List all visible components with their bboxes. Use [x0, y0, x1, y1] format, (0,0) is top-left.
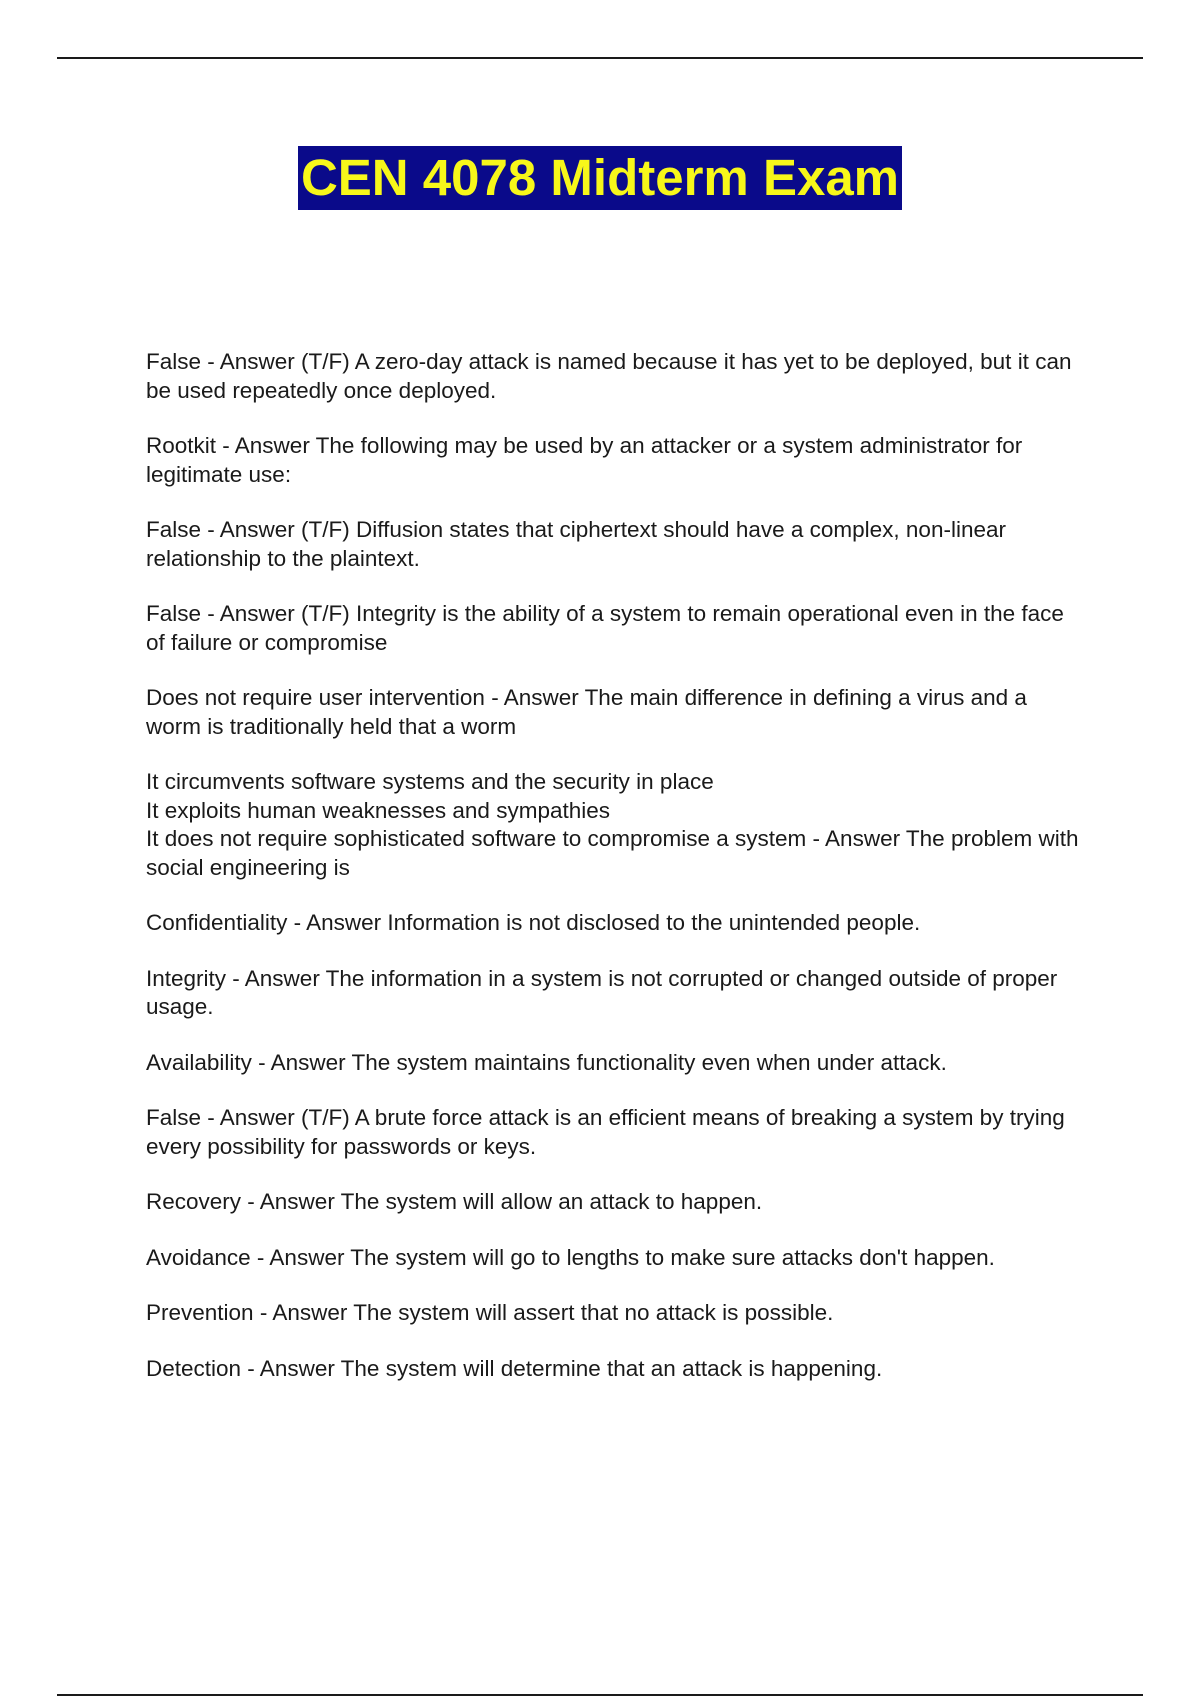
qa-entry: [146, 432, 1086, 489]
entry-text: Recovery - Answer The system will allow an attack to happen.: [146, 1189, 763, 1214]
entry-text: False - Answer (T/F) A zero-day attack is named because it has yet to be deployed, but it can be used repeatedly once deployed.: [146, 349, 1072, 403]
title-block: [0, 146, 1200, 210]
entry-line: It does not require sophisticated software to compromise a system - Answer The problem with social engineering is: [146, 826, 1079, 880]
qa-entry: [146, 516, 1086, 573]
qa-entry: [146, 965, 1086, 1022]
qa-entry: [146, 1244, 1086, 1273]
entry-text: False - Answer (T/F) A brute force attack is an efficient means of breaking a system by trying every possibility for passwords or keys.: [146, 1105, 1065, 1159]
entry-text: False - Answer (T/F) Integrity is the ability of a system to remain operational even in the face of failure or compromise: [146, 601, 1064, 655]
qa-entry: [146, 348, 1086, 405]
qa-entry: [146, 909, 1086, 938]
entry-text: Confidentiality - Answer Information is not disclosed to the unintended people.: [146, 910, 921, 935]
entry-text: Detection - Answer The system will determine that an attack is happening.: [146, 1355, 883, 1381]
qa-entry: [146, 684, 1086, 741]
entry-line: It circumvents software systems and the security in place: [146, 769, 714, 794]
qa-entry: [146, 600, 1086, 657]
top-rule: [57, 57, 1143, 59]
entry-text: Does not require user intervention - Answer The main difference in defining a virus and a worm is traditionally held that a worm: [146, 685, 1027, 739]
entry-text: Rootkit - Answer The following may be used by an attacker or a system administrator for legitimate use:: [146, 433, 1023, 487]
qa-entry: [146, 1104, 1086, 1161]
qa-entry: [146, 1299, 1086, 1328]
entry-line: It exploits human weaknesses and sympathies: [146, 797, 610, 823]
qa-list: [146, 348, 1086, 1410]
entry-text: Avoidance - Answer The system will go to lengths to make sure attacks don't happen.: [146, 1244, 995, 1270]
entry-text: Prevention - Answer The system will assert that no attack is possible.: [146, 1300, 834, 1325]
entry-text: False - Answer (T/F) Diffusion states that ciphertext should have a complex, non-linear relationship to the plaintext.: [146, 517, 1006, 571]
entry-text: Integrity - Answer The information in a system is not corrupted or changed outside of proper usage.: [146, 965, 1058, 1019]
qa-entry: [146, 1355, 1086, 1384]
qa-entry: [146, 1188, 1086, 1217]
entry-text: Availability - Answer The system maintains functionality even when under attack.: [146, 1049, 947, 1075]
bottom-rule: [57, 1694, 1143, 1696]
qa-entry: [146, 1049, 1086, 1078]
page-title: CEN 4078 Midterm Exam: [298, 146, 902, 210]
qa-entry-multiline: [146, 768, 1086, 882]
